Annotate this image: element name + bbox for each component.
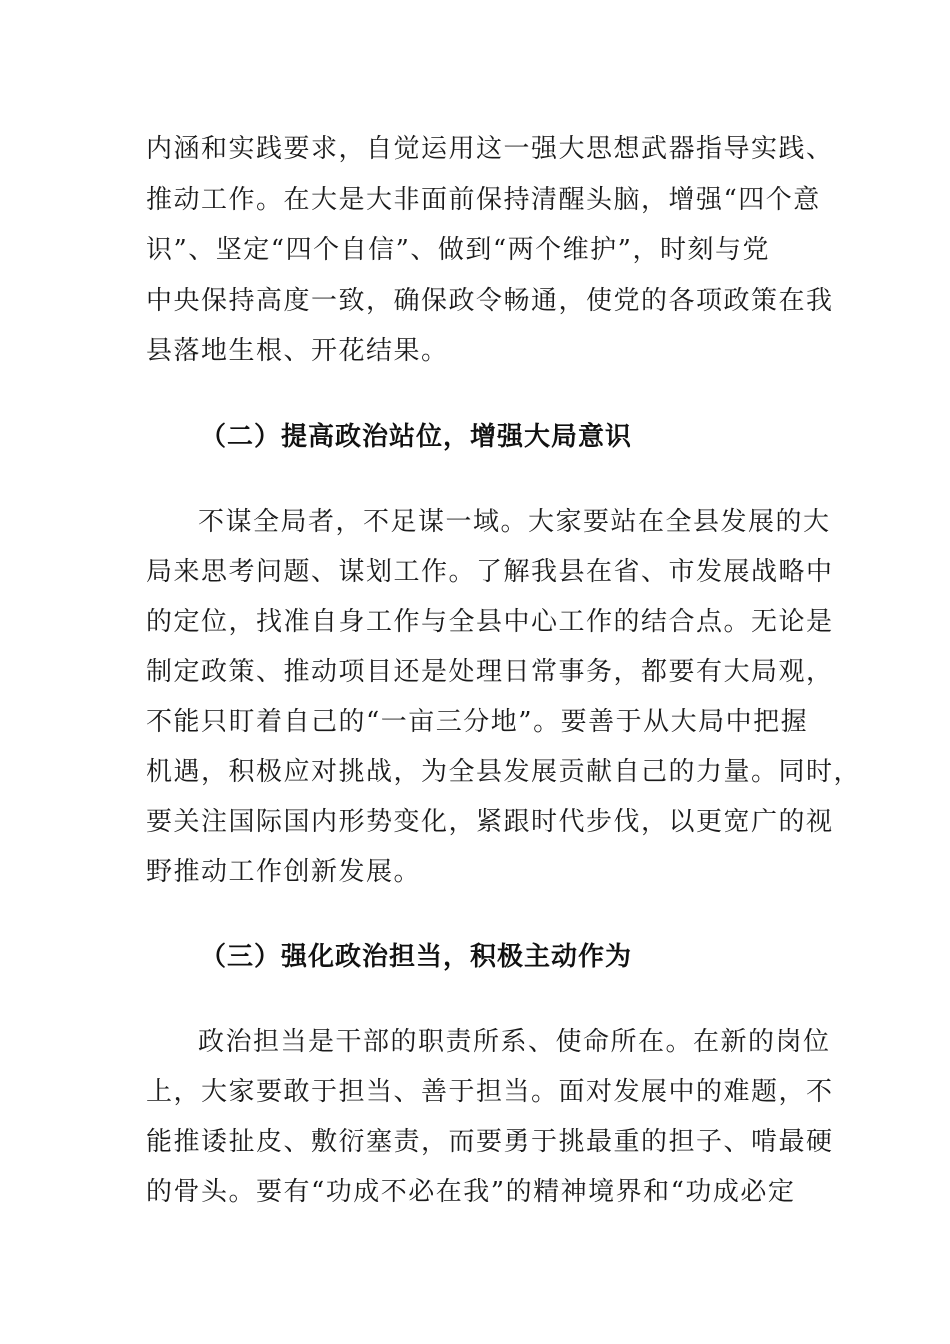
section-heading: （三）强化政治担当，积极主动作为 [200,942,633,972]
paragraph-line: 识”、坚定“四个自信”、做到“两个维护”，时刻与党 [146,235,770,265]
paragraph-line: 推动工作。在大是大非面前保持清醒头脑，增强“四个意 [146,185,821,215]
paragraph-line: 制定政策、推动项目还是处理日常事务，都要有大局观， [146,657,834,687]
paragraph-line: 政治担当是干部的职责所系、使命所在。在新的岗位 [198,1027,831,1057]
paragraph-line: 上，大家要敢于担当、善于担当。面对发展中的难题，不 [146,1077,834,1107]
paragraph-line: 能推诿扯皮、敷衍塞责，而要勇于挑最重的担子、啃最硬 [146,1127,834,1157]
paragraph-line: 县落地生根、开花结果。 [146,336,449,366]
paragraph-line: 内涵和实践要求，自觉运用这一强大思想武器指导实践、 [146,134,834,164]
paragraph-line: 要关注国际国内形势变化，紧跟时代步伐，以更宽广的视 [146,807,834,837]
paragraph-line: 中央保持高度一致，确保政令畅通，使党的各项政策在我 [146,286,834,316]
paragraph-line: 的骨头。要有“功成不必在我”的精神境界和“功成必定 [146,1177,796,1207]
paragraph-line: 局来思考问题、谋划工作。了解我县在省、市发展战略中 [146,557,834,587]
paragraph-line: 机遇，积极应对挑战，为全县发展贡献自己的力量。同时， [146,757,862,787]
paragraph-line: 不能只盯着自己的“一亩三分地”。要善于从大局中把握 [146,707,809,737]
paragraph-line: 的定位，找准自身工作与全县中心工作的结合点。无论是 [146,607,834,637]
paragraph-line: 野推动工作创新发展。 [146,857,422,887]
section-heading: （二）提高政治站位，增强大局意识 [200,422,633,452]
paragraph-line: 不谋全局者，不足谋一域。大家要站在全县发展的大 [198,507,831,537]
